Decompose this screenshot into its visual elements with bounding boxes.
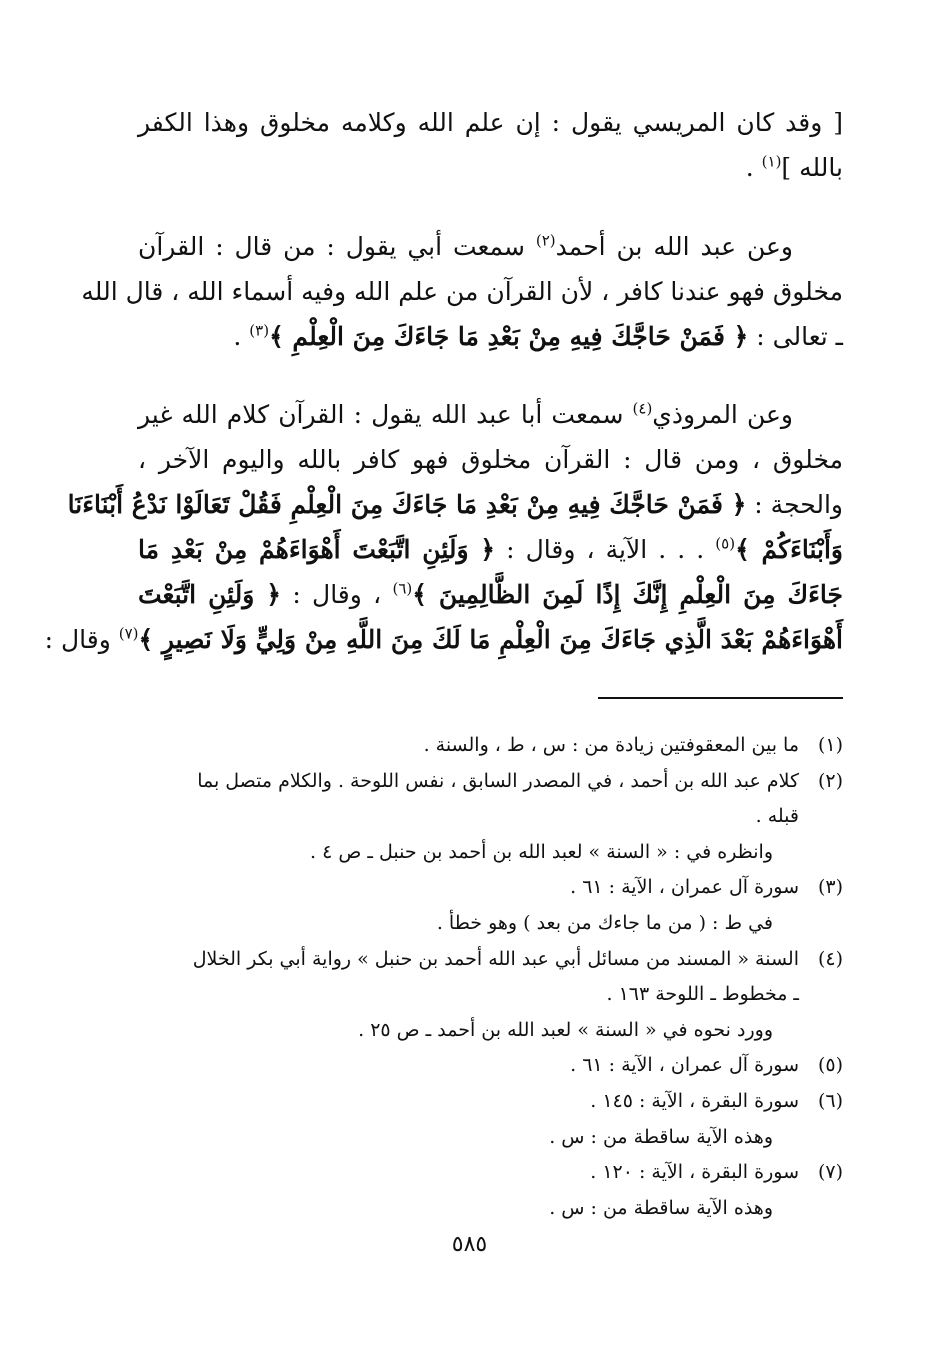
quran-verse: ﴿ فَمَنْ حَاجَّكَ فِيهِ مِنْ بَعْدِ مَا جَاءَكَ مِنَ الْعِلْمِ فَقُلْ تَعَالَوْا نَدْعُ أَبْنَاءَنَا (67, 490, 747, 519)
paragraph-line (138, 572, 843, 617)
paragraph-line (138, 527, 843, 572)
footnote-number: (٣) (817, 876, 843, 899)
text-run: بالله ] (781, 153, 843, 182)
footnote-ref-1[interactable]: (١) (761, 152, 782, 171)
footnote-note: وهذه الآية ساقطة من : س . (549, 1196, 773, 1219)
paragraph-line (44, 617, 843, 662)
footnote-5 (138, 1048, 843, 1084)
quran-verse: جَاءَكَ مِنَ الْعِلْمِ إِنَّكَ إِذًا لَمِنَ الظَّالِمِينَ ﴾ (412, 580, 843, 609)
text-run: والحجة : (746, 490, 843, 519)
text-run: وعن عبد الله بن أحمد (555, 232, 793, 261)
footnote-6 (138, 1084, 843, 1120)
footnote-number: (٦) (817, 1089, 843, 1112)
quran-verse: ﴿ فَمَنْ حَاجَّكَ فِيهِ مِنْ بَعْدِ مَا جَاءَكَ مِنَ الْعِلْمِ ﴾ (269, 322, 749, 351)
text-run: . . . الآية ، وقال : (495, 535, 716, 564)
footnote-7 (138, 1155, 843, 1191)
footnote-text: ما بين المعقوفتين زيادة من : س ، ط ، والسنة . (423, 734, 799, 756)
footnote-text: سورة البقرة ، الآية : ١٢٠ . (590, 1161, 799, 1184)
footnote-ref-6[interactable]: (٦) (392, 579, 413, 598)
text-run: . (233, 322, 250, 351)
footnote-number: (٢) (817, 769, 843, 792)
footnote-number: (٤) (817, 947, 843, 970)
paragraph-3 (44, 392, 843, 662)
footnotes (138, 728, 843, 1226)
text-run: وقال : (44, 625, 119, 654)
footnote-4 (138, 942, 843, 978)
paragraph-line (67, 482, 843, 527)
footnote-text: سورة البقرة ، الآية : ١٤٥ . (590, 1089, 799, 1112)
footnote-number: (١) (817, 734, 843, 756)
text-run: ـ تعالى : (748, 322, 843, 351)
footnote-3 (138, 870, 843, 906)
text-run: . (745, 153, 762, 182)
footnote-note: في ط : ( من ما جاءك من بعد ) وهو خطأ . (436, 911, 773, 934)
quran-verse: ﴿ وَلَئِنِ اتَّبَعْتَ أَهْوَاءَهُمْ مِنْ بَعْدِ مَا (138, 535, 496, 564)
text-run: سمعت أبي يقول : من قال : القرآن (138, 232, 536, 261)
paragraph-line (138, 314, 843, 359)
paragraph-line (138, 437, 843, 482)
paragraph-2 (81, 224, 843, 359)
footnote-text: سورة آل عمران ، الآية : ٦١ . (570, 876, 799, 899)
footnote-ref-4[interactable]: (٤) (632, 399, 653, 418)
paragraph-line (81, 269, 843, 314)
footnote-divider (598, 697, 843, 699)
footnote-ref-3[interactable]: (٣) (249, 321, 270, 340)
footnote-ref-7[interactable]: (٧) (118, 624, 139, 643)
footnote-text: ـ مخطوط ـ اللوحة ١٦٣ . (606, 983, 799, 1006)
paragraph-1 (138, 100, 843, 190)
footnote-note: وانظره في : « السنة » لعبد الله بن أحمد بن حنبل ـ ص ٤ . (310, 840, 773, 863)
text-run: وعن المروذي (652, 400, 793, 429)
text-run: مخلوق فهو عندنا كافر ، لأن القرآن من علم الله وفيه أسماء الله ، قال الله (81, 277, 843, 306)
quran-verse: أَهْوَاءَهُمْ بَعْدَ الَّذِي جَاءَكَ مِنَ الْعِلْمِ مَا لَكَ مِنَ اللَّهِ مِنْ وَلِيٍّ وَلَا نَصِيرٍ ﴾ (138, 625, 843, 654)
text-run: [ وقد كان المريسي يقول : إن علم الله وكلامه مخلوق وهذا الكفر (138, 108, 843, 137)
footnote-text: قبله . (755, 805, 799, 828)
footnote-ref-2[interactable]: (٢) (535, 231, 556, 250)
paragraph-line (138, 145, 843, 190)
page-number: ٥٨٥ (451, 1232, 488, 1257)
footnote-1 (138, 728, 843, 764)
quran-verse: ﴿ وَلَئِنِ اتَّبَعْتَ (138, 580, 282, 609)
quran-verse: وَأَبْنَاءَكُمْ ﴾ (735, 535, 843, 564)
footnote-note: وهذه الآية ساقطة من : س . (549, 1125, 773, 1148)
paragraph-line (138, 100, 843, 145)
text-run: سمعت أبا عبد الله يقول : القرآن كلام الله غير (138, 400, 633, 429)
text-run: ، وقال : (281, 580, 393, 609)
text-run: مخلوق ، ومن قال : القرآن مخلوق فهو كافر بالله واليوم الآخر ، (138, 445, 843, 474)
footnote-2 (138, 764, 843, 800)
footnote-text: السنة « المسند من مسائل أبي عبد الله أحمد بن حنبل » رواية أبي بكر الخلال (192, 947, 799, 970)
footnote-number: (٧) (817, 1161, 843, 1184)
footnote-note: وورد نحوه في « السنة » لعبد الله بن أحمد ـ ص ٢٥ . (358, 1018, 773, 1041)
paragraph-line (138, 224, 843, 269)
paragraph-line (138, 392, 843, 437)
footnote-text: كلام عبد الله بن أحمد ، في المصدر السابق ، نفس اللوحة . والكلام متصل بما (197, 769, 799, 792)
footnote-text: سورة آل عمران ، الآية : ٦١ . (570, 1054, 799, 1077)
footnote-number: (٥) (817, 1054, 843, 1077)
footnote-ref-5[interactable]: (٥) (715, 534, 736, 553)
